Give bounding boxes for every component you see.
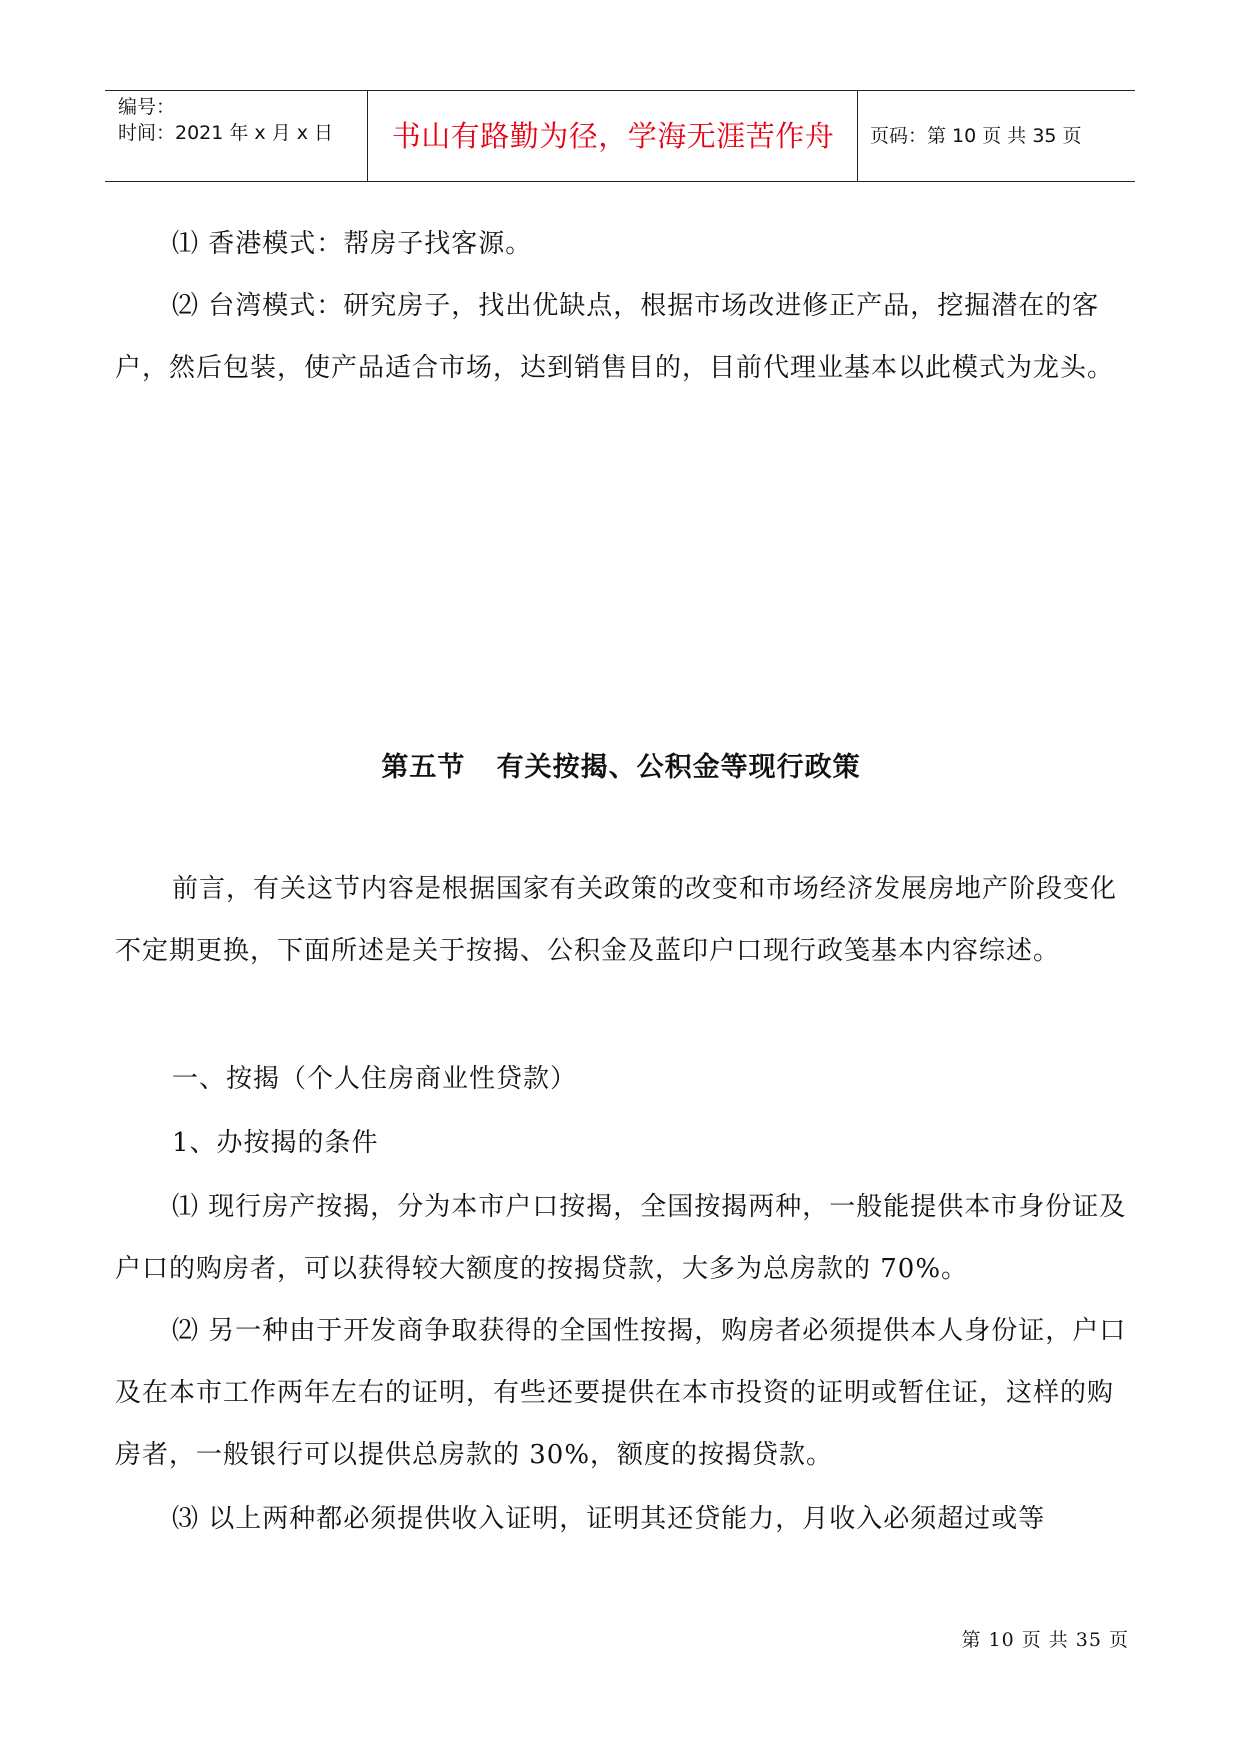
header-meta — [118, 91, 368, 146]
paragraph-condition-2: ⑵ 另一种由于开发商争取获得的全国性按揭，购房者必须提供本人身份证，户口及在本市工作两年左右的证明，有些还要提供在本市投资的证明或暂住证，这样的购房者，一般银行可以提供总房款的 30%，额度的按揭贷款。 — [115, 1316, 1127, 1470]
header-divider — [367, 91, 368, 181]
paragraph-mortgage-heading: 一、按揭（个人住房商业性贷款） — [172, 1064, 578, 1094]
section-title: 第五节 有关按揭、公积金等现行政策 — [381, 752, 861, 783]
header-page-number: 页码：第 10 页 共 35 页 — [870, 125, 1082, 147]
document-number-label: 编号： — [118, 96, 176, 118]
paragraph-preface: 前言，有关这节内容是根据国家有关政策的改变和市场经济发展房地产阶段变化不定期更换，下面所述是关于按揭、公积金及蓝印户口现行政笺基本内容综述。 — [115, 874, 1118, 966]
page-header — [105, 90, 1135, 182]
paragraph-taiwan-mode: ⑵ 台湾模式：研究房子，找出优缺点，根据市场改进修正产品，挖掘潜在的客户，然后包装，使产品适合市场，达到销售目的，目前代理业基本以此模式为龙头。 — [115, 291, 1115, 383]
paragraph-mortgage-conditions: 1、办按揭的条件 — [172, 1128, 379, 1158]
paragraph-condition-3: ⑶ 以上两种都必须提供收入证明，证明其还贷能力，月收入必须超过或等 — [172, 1504, 1046, 1534]
header-motto: 书山有路勤为径，学海无涯苦作舟 — [391, 119, 835, 153]
document-time-label: 时间：2021 年 x 月 x 日 — [118, 122, 334, 144]
paragraph-hongkong-mode: ⑴ 香港模式：帮房子找客源。 — [172, 229, 533, 259]
page-footer: 第 10 页 共 35 页 — [961, 1629, 1129, 1651]
paragraph-condition-1: ⑴ 现行房产按揭，分为本市户口按揭，全国按揭两种，一般能提供本市身份证及户口的购房者，可以获得较大额度的按揭贷款，大多为总房款的 70%。 — [115, 1192, 1127, 1284]
header-divider — [857, 91, 858, 181]
